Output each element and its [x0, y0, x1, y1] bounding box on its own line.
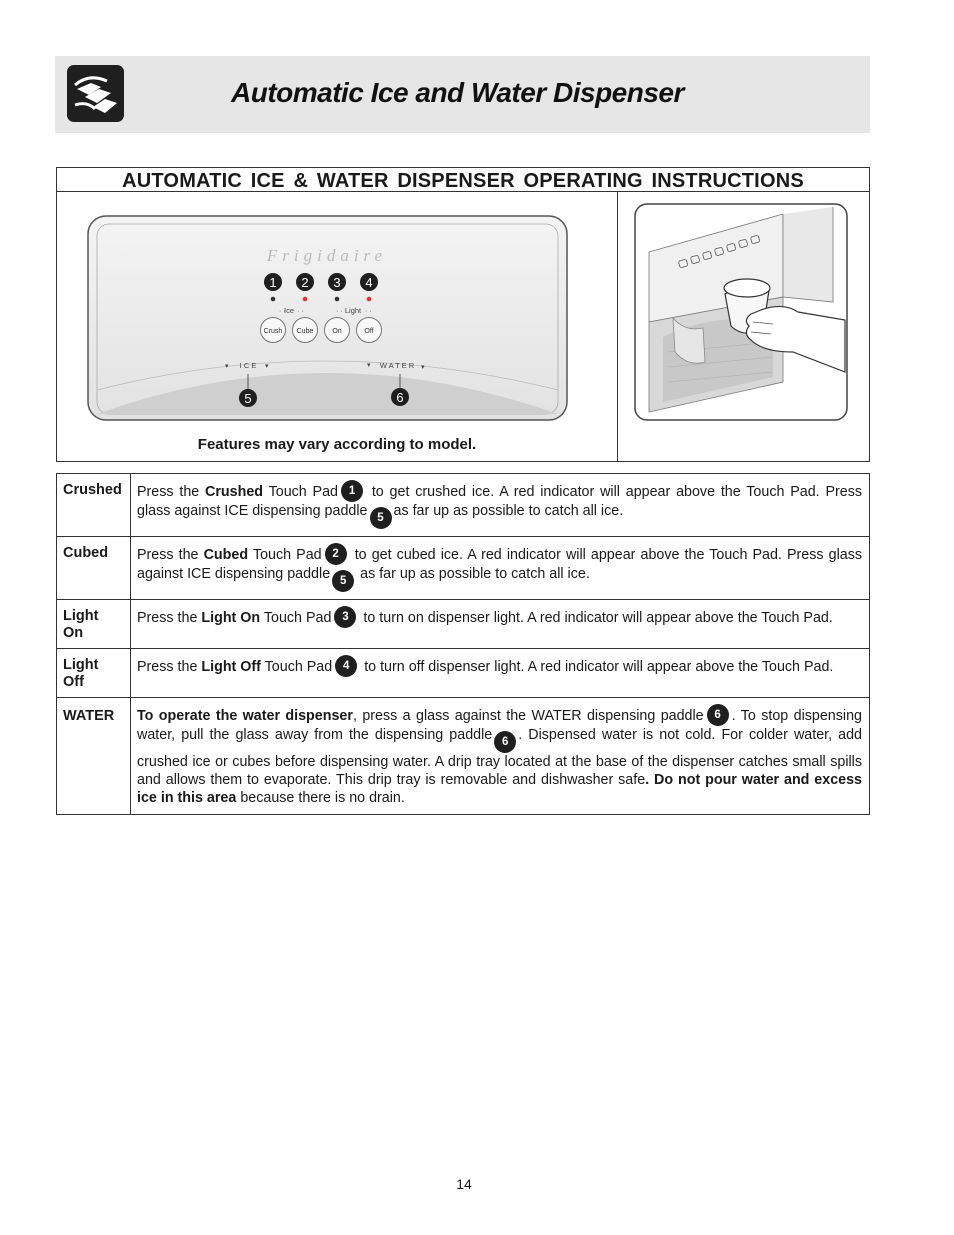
- feature-description: To operate the water dispenser, press a glass against the WATER dispensing paddle 6 . To stop dispensing water, pull the glass away from the dispensing paddle 6 . Dispensed water is not cold. For colder water, add crushed ice or cubes before dispensing water. A drip tray located at the base of the dispenser catches small spills and allows them to evaporate. This drip tray is removable and dishwasher safe. Do not pour water and excess ice in this area because there is no drain.: [131, 698, 870, 815]
- page-title: Automatic Ice and Water Dispenser: [231, 77, 684, 108]
- feature-name: Light On: [57, 600, 131, 649]
- svg-text:Cube: Cube: [296, 328, 314, 335]
- operating-instructions-box: [56, 167, 870, 462]
- table-row: [57, 600, 870, 649]
- table-row: [57, 474, 870, 537]
- indicator-crush: [271, 297, 276, 302]
- callout-2-label: 2: [301, 275, 309, 290]
- feature-name: Light Off: [57, 649, 131, 698]
- callout-6-label: 6: [396, 390, 404, 405]
- control-panel-illustration: [85, 212, 571, 425]
- svg-text:Off: Off: [364, 328, 374, 335]
- ice-cubes-icon: [67, 65, 124, 122]
- callout-badge: 2: [325, 543, 347, 565]
- light-group-label: Light: [344, 306, 362, 315]
- feature-description: Press the Light On Touch Pad 3 to turn on dispenser light. A red indicator will appear above the Touch Pad.: [131, 600, 870, 649]
- feature-description: Press the Crushed Touch Pad 1 to get crushed ice. A red indicator will appear above the Touch Pad. Press glass against ICE dispensing paddle 5 as far up as possible to catch all ice.: [131, 474, 870, 537]
- feature-name: WATER: [57, 698, 131, 815]
- callout-3-label: 3: [333, 275, 341, 290]
- callout-badge: 4: [335, 655, 357, 677]
- callout-5-label: 5: [244, 391, 252, 406]
- callout-badge: 5: [332, 570, 354, 592]
- brand-logo: Frigidaire: [266, 246, 388, 265]
- features-table: [56, 473, 870, 815]
- svg-text:· ·: · ·: [365, 308, 372, 315]
- caption: Features may vary according to model.: [197, 436, 477, 453]
- svg-text:On: On: [332, 328, 342, 335]
- ice-paddle-label: I C E: [239, 361, 257, 370]
- callout-badge: 5: [370, 507, 392, 529]
- table-row: [57, 698, 870, 815]
- callout-1-label: 1: [269, 275, 277, 290]
- svg-text:Crush: Crush: [263, 328, 283, 335]
- callout-badge: 6: [494, 731, 516, 753]
- divider: [617, 192, 618, 462]
- svg-text:▾: ▾: [225, 363, 229, 370]
- callout-badge: 1: [341, 480, 363, 502]
- ice-group-label: Ice: [283, 306, 295, 315]
- feature-description: Press the Cubed Touch Pad 2 to get cubed ice. A red indicator will appear above the Touch Pad. Press glass against ICE dispensing paddle 5 as far up as possible to catch all ice.: [131, 537, 870, 600]
- header-banner: [55, 56, 870, 133]
- svg-text:· ·: · ·: [297, 308, 304, 315]
- water-paddle-label: W A T E R: [379, 361, 415, 370]
- svg-text:▾: ▾: [421, 364, 425, 371]
- svg-text:· ·: · ·: [279, 308, 286, 315]
- page-number: 14: [456, 1176, 472, 1192]
- callout-badge: 3: [334, 606, 356, 628]
- feature-description: Press the Light Off Touch Pad 4 to turn off dispenser light. A red indicator will appear above the Touch Pad.: [131, 649, 870, 698]
- svg-text:▾: ▾: [265, 363, 269, 370]
- feature-name: Crushed: [57, 474, 131, 537]
- callout-4-label: 4: [365, 275, 373, 290]
- svg-text:▾: ▾: [367, 362, 371, 369]
- callout-badge: 6: [707, 704, 729, 726]
- table-row: [57, 537, 870, 600]
- svg-text:· ·: · ·: [336, 308, 343, 315]
- table-row: [57, 649, 870, 698]
- dispenser-illustration: [633, 202, 851, 424]
- feature-name: Cubed: [57, 537, 131, 600]
- indicator-off: [367, 297, 372, 302]
- indicator-cube: [303, 297, 308, 302]
- indicator-on: [335, 297, 340, 302]
- section-title: AUTOMATIC ICE & WATER DISPENSER OPERATING INSTRUCTIONS: [57, 168, 869, 192]
